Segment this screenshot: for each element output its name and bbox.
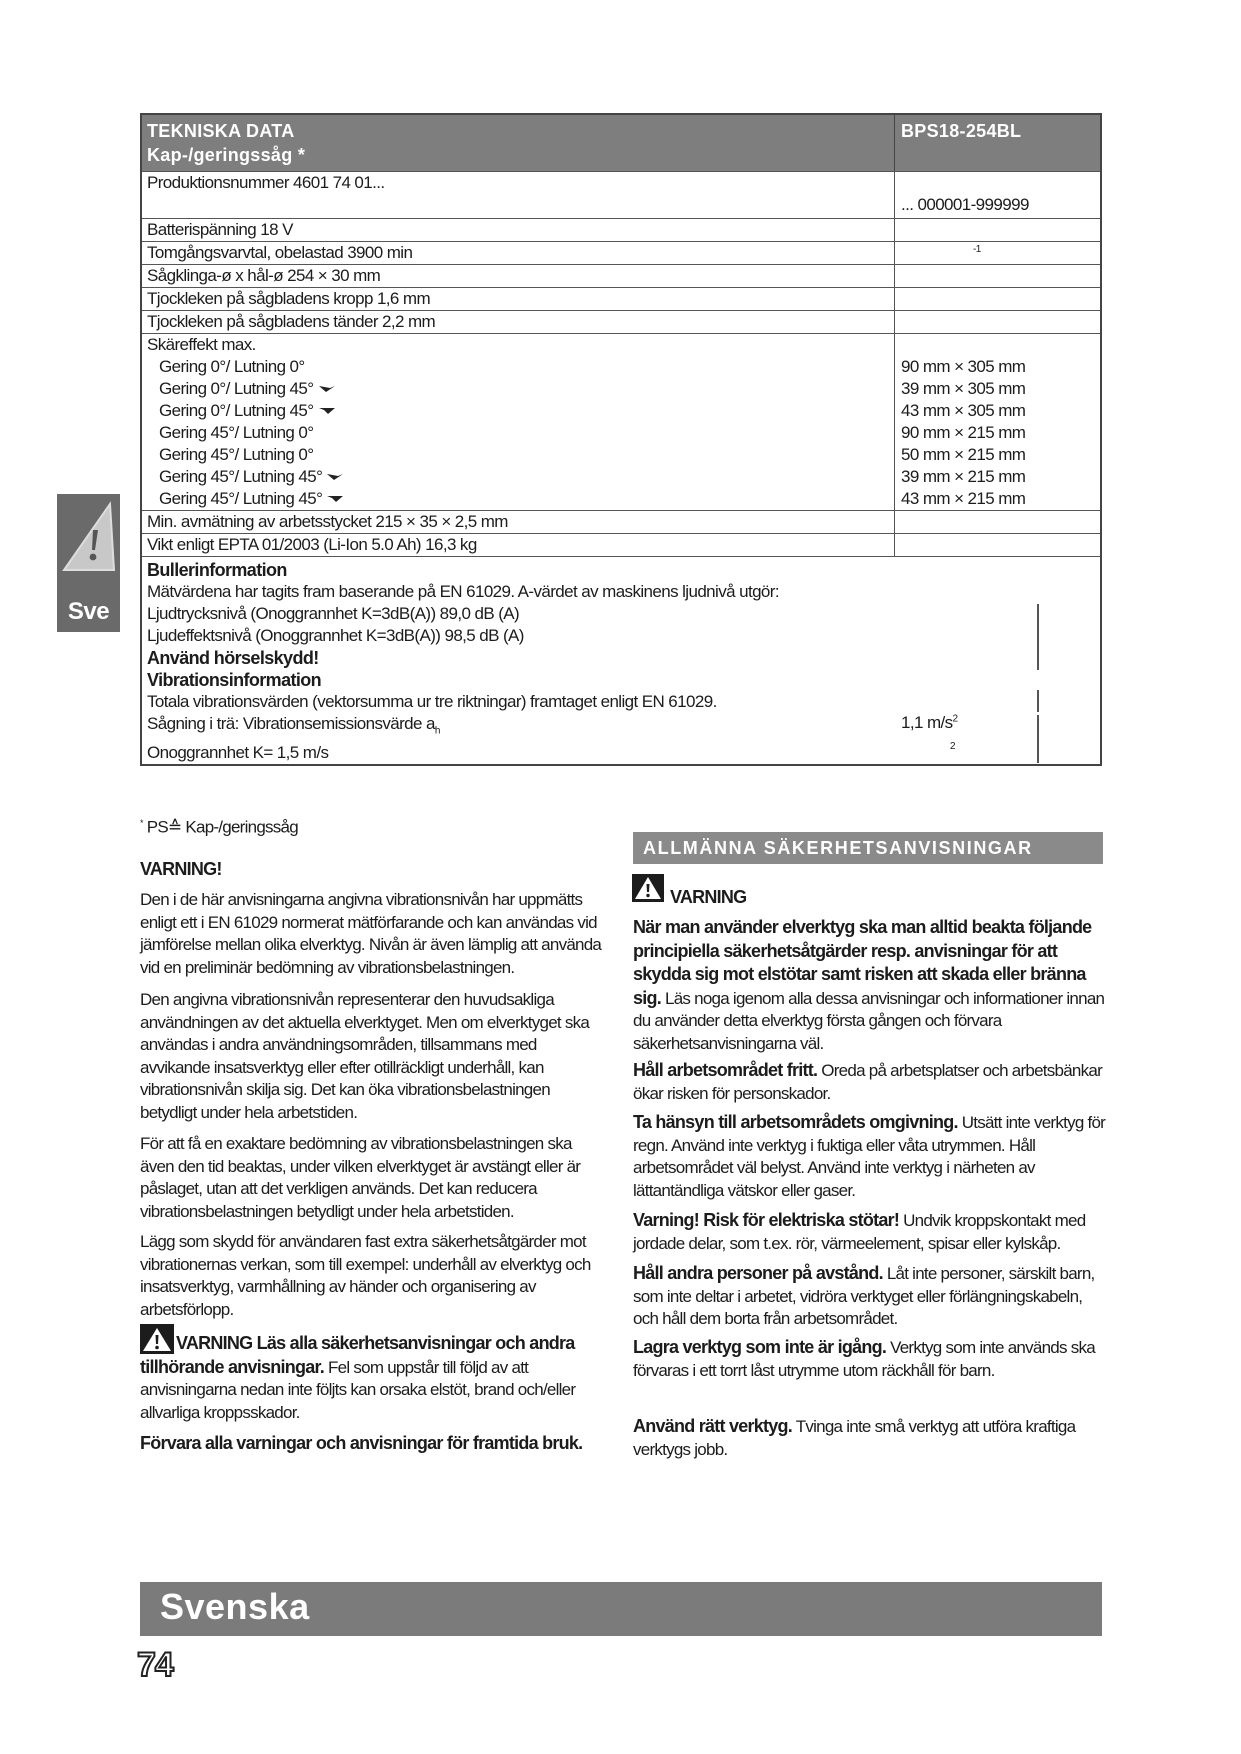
sound-power: Ljudeffektsnivå (Onoggrannhet K=3dB(A)) 98,5 dB (A)	[147, 626, 524, 645]
bevel-left-icon	[322, 467, 344, 486]
warning-sign-icon	[632, 874, 664, 902]
table-row	[142, 287, 1100, 310]
row-value: -1	[973, 244, 981, 255]
hearing-protection-note: Använd hörselskydd!	[147, 648, 319, 668]
table-row	[142, 310, 1100, 333]
vibration-uncertainty-sup: 2	[950, 741, 956, 752]
table-row	[142, 264, 1100, 287]
language-tab	[57, 494, 120, 632]
cutting-capacity-labels	[142, 334, 895, 510]
cut-label: Gering 0°/ Lutning 45°	[147, 400, 889, 422]
vibration-wood: Sågning i trä: Vibrationsemissionsvärde $a_h$	[147, 714, 440, 737]
table-header	[142, 115, 1100, 171]
warning-triangle-icon	[60, 500, 117, 576]
cut-label: Gering 0°/ Lutning 0°	[159, 357, 305, 376]
footer-language-bar	[140, 1582, 1102, 1636]
cut-label: Gering 45°/ Lutning 0°	[159, 445, 314, 464]
paragraph: Ta hänsyn till arbetsområdets omgivning. Utsätt inte verktyg för regn. Använd inte verktyg i fuktiga eller våta utrymmen. Håll arbetsområdet väl belyst. Använd inte verktyg i närheten av lättantändliga vätskor eller gaser.	[633, 1112, 1106, 1200]
row-label: Min. avmätning av arbetsstycket 215 × 35 × 2,5 mm	[142, 511, 895, 533]
bevel-left-icon	[313, 379, 335, 398]
table-row	[142, 533, 1100, 556]
vibration-title: Vibrationsinformation	[147, 670, 322, 690]
paragraph: Lägg som skydd för användaren fast extra säkerhetsåtgärder mot vibrationernas verkan, som till exempel: underhåll av elverktyg och insatsverktyg, varmhållning av händer och organisering av arbetsförlopp.	[140, 1232, 591, 1319]
paragraph: Använd rätt verktyg. Tvinga inte små verktyg att utföra kraftiga verktygs jobb.	[633, 1416, 1076, 1459]
row-value	[895, 288, 1100, 310]
vibration-text: Totala vibrationsvärden (vektorsumma ur tre riktningar) framtaget enligt EN 61029.	[147, 692, 717, 711]
row-value: ... 000001-999999	[901, 195, 1029, 214]
paragraph: Lagra verktyg som inte är igång. Verktyg som inte används ska förvaras i ett torrt låst utrymme utom räckhåll för barn.	[633, 1337, 1095, 1380]
table-row	[142, 510, 1100, 533]
page-number: 74	[137, 1646, 173, 1684]
paragraph: När man använder elverktyg ska man alltid beakta följande principiella säkerhetsåtgärder resp. anvisningar för att skydda sig mot elstötar samt risken att skada eller bränna sig. Läs noga igenom alla dessa anvisningar och informationer innan du använder detta elverktyg första gången och förvara säkerhetsanvisningarna väl.	[633, 917, 1105, 1053]
table-header-title: TEKNISKA DATA Kap-/geringssåg *	[142, 115, 895, 171]
row-value	[895, 219, 1100, 241]
tech-data-table	[140, 113, 1102, 766]
footnote: * PS≙ Kap-/geringssåg	[140, 817, 298, 837]
sound-pressure: Ljudtrycksnivå (Onoggrannhet K=3dB(A)) 89,0 dB (A)	[147, 604, 520, 623]
row-label: Vikt enligt EPTA 01/2003 (Li-Ion 5.0 Ah) 16,3 kg	[142, 534, 895, 556]
bevel-right-icon	[313, 401, 335, 420]
bevel-right-icon	[322, 489, 344, 508]
cut-label: Gering 45°/ Lutning 45°	[147, 488, 889, 510]
footer-language: Svenska	[160, 1586, 310, 1627]
row-label: Sågklinga-ø x hål-ø 254 × 30 mm	[142, 265, 895, 287]
cutting-capacity-title: Skäreffekt max.	[147, 335, 256, 354]
cut-value: 50 mm × 215 mm	[901, 445, 1026, 464]
row-value	[895, 265, 1100, 287]
paragraph: Håll arbetsområdet fritt. Oreda på arbetsplatser och arbetsbänkar ökar risken för personskador.	[633, 1060, 1102, 1103]
paragraph: Håll andra personer på avstånd. Låt inte personer, särskilt barn, som inte deltar i arbetet, vidröra verktyget eller förlängningskabeln, och håll dem borta från arbetsområdet.	[633, 1263, 1095, 1328]
row-label: Tjockleken på sågbladens kropp 1,6 mm	[142, 288, 895, 310]
cut-label: Gering 45°/ Lutning 0°	[159, 423, 314, 442]
row-label: Tomgångsvarvtal, obelastad 3900 min	[142, 242, 895, 264]
cut-value: 90 mm × 305 mm	[901, 357, 1026, 376]
row-label: Batterispänning 18 V	[142, 219, 895, 241]
table-row	[142, 241, 1100, 264]
cut-label: Gering 0°/ Lutning 45°	[147, 378, 889, 400]
row-label: Produktionsnummer 4601 74 01...	[142, 172, 895, 218]
noise-vibration-block	[142, 556, 1100, 764]
paragraph: VARNING Läs alla säkerhetsanvisningar och andra tillhörande anvisningar. Fel som uppstår till följd av att anvisningarna nedan inte följts kan orsaka elstöt, brand och/eller allvarliga kroppsskador.	[140, 1333, 576, 1422]
noise-text: Mätvärdena har tagits fram baserande på EN 61029. A-värdet av maskinens ljudnivå utgör:	[147, 582, 779, 601]
language-tab-label: Sve	[67, 598, 110, 625]
vibration-value: 1,1 $m/s^2$	[901, 713, 958, 732]
cut-value: 39 mm × 305 mm	[901, 379, 1026, 398]
paragraph: Varning! Risk för elektriska stötar! Undvik kroppskontakt med jordade delar, som t.ex. rör, värmeelement, spisar eller kylskåp.	[633, 1210, 1086, 1253]
cutting-capacity-row	[142, 333, 1100, 510]
paragraph: Den angivna vibrationsnivån representerar den huvudsakliga användningen av det aktuella elverktyget. Men om elverktyget ska användas i andra användningsområden, tillsammans med avvikande insatsverktyg eller efter otillräckligt underhåll, kan vibrationsnivån skilja sig. Det kan öka vibrationsbelastningen betydligt under hela arbetstiden.	[140, 990, 590, 1122]
cut-value: 43 mm × 215 mm	[901, 489, 1026, 508]
warning-label: VARNING	[670, 887, 747, 907]
paragraph: Förvara alla varningar och anvisningar för framtida bruk.	[140, 1433, 583, 1453]
cut-value: 90 mm × 215 mm	[901, 423, 1026, 442]
paragraph: Den i de här anvisningarna angivna vibrationsnivån har uppmätts enligt ett i EN 61029 normerat mätförfarande och kan användas vid jämförelse mellan olika elverktyg. Nivån är även lämplig att använda vid en preliminär bedömning av vibrationsbelastningen.	[140, 890, 602, 977]
cut-value: 43 mm × 305 mm	[901, 401, 1026, 420]
warning-heading: VARNING!	[140, 859, 222, 879]
row-value	[895, 311, 1100, 333]
vibration-uncertainty: Onoggrannhet K= 1,5 m/s	[147, 743, 329, 763]
table-row	[142, 218, 1100, 241]
cutting-capacity-values	[895, 334, 1100, 510]
cut-label: Gering 45°/ Lutning 45°	[147, 466, 889, 488]
noise-title: Bullerinformation	[147, 560, 287, 580]
row-label: Tjockleken på sågbladens tänder 2,2 mm	[142, 311, 895, 333]
table-row	[142, 171, 1100, 218]
model-number: BPS18-254BL	[901, 121, 1022, 141]
cut-value: 39 mm × 215 mm	[901, 467, 1026, 486]
paragraph: För att få en exaktare bedömning av vibrationsbelastningen ska även den tid beaktas, under vilken elverktyget är avstängt eller är påslaget, utan att det verkligen används. Det kan reducera vibrationsbelastningen betydligt under hela arbetstiden.	[140, 1134, 581, 1221]
section-heading: ALLMÄNNA SÄKERHETSANVISNINGAR	[633, 832, 1103, 864]
